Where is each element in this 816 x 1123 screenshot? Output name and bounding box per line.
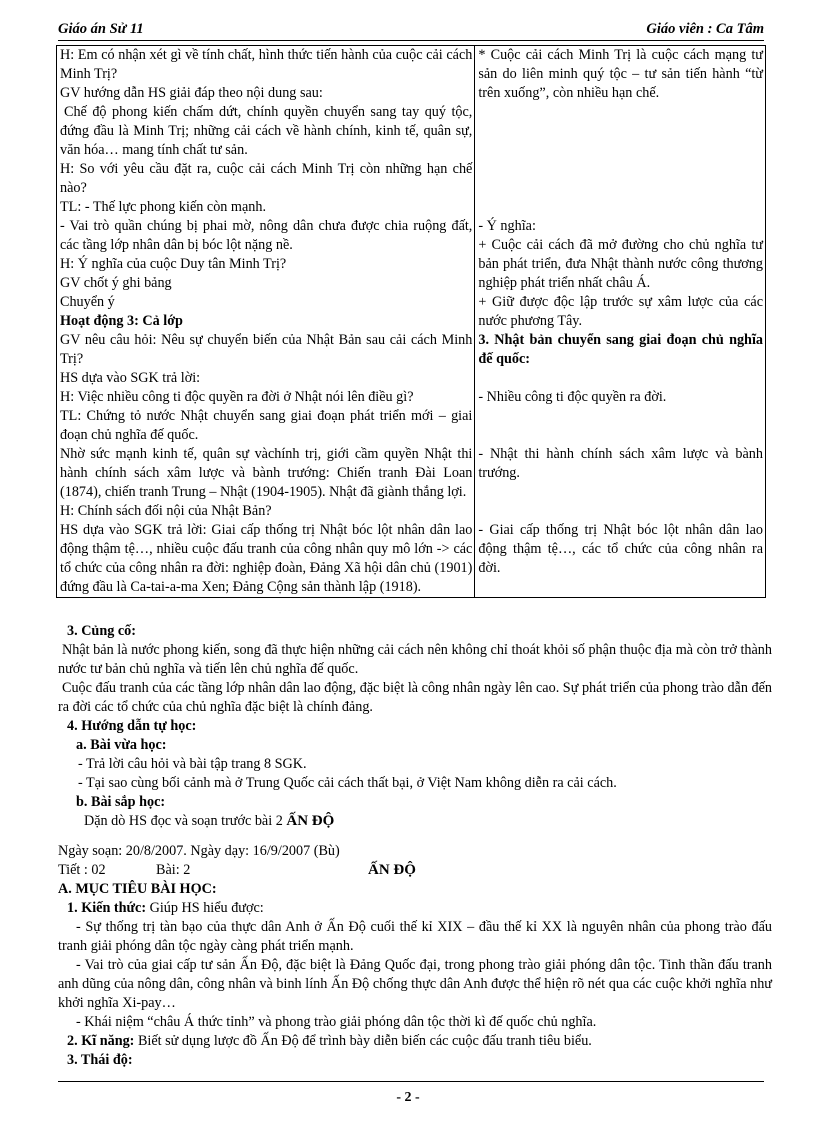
answer-monopoly: TL: Chứng tỏ nước Nhật chuyển sang giai đoạn phát triển mới – giai đoạn chủ nghĩa đế quốc. [60,408,473,443]
lesson-title: ẤN ĐỘ [368,862,416,878]
objectives-title: A. MỤC TIÊU BÀI HỌC: [58,881,217,897]
knowledge-line [58,899,772,918]
question-domestic: H: Chính sách đối nội của Nhật Bản? [60,503,272,519]
left-column [57,46,475,598]
answer-domestic: HS dựa vào SGK trả lời: Giai cấp thống trị Nhật bóc lột nhân dân lao động thậm tệ…, nhiều cuộc đấu tranh của công nhân quy mô lớn -> các tổ chức của công nhân ra đời: nghiệp đoàn, Đảng Xã hội dân chủ (1901) đứng đầu là Ca-tai-a-ma Xen; Đảng Cộng sản thành lập (1918). [60,522,473,595]
knowledge-2: - Vai trò của giai cấp tư sản Ấn Độ, đặc biệt là Đảng Quốc đại, trong phong trào giải phóng dân tộc. Tinh thần đấu tranh anh dũng của nông dân, công nhân và binh lính Ấn Độ chống thực dân Anh được thể hiện rõ nét qua các cuộc khởi nghĩa như khởi nghĩa Xi-pay… [58,957,772,1011]
lesson-dates: Ngày soạn: 20/8/2007. Ngày dạy: 16/9/2007 (Bù) [58,843,340,859]
lesson-number: Bài: 2 [156,862,191,878]
teacher-question: GV nêu câu hỏi: Nêu sự chuyển biến của Nhật Bản sau cải cách Minh Trị? [60,332,473,367]
consolidation-title: 3. Củng cố: [67,623,136,639]
right-column [475,46,766,598]
page-header [58,18,764,41]
recent-task-2: - Tại sao cùng bối cảnh mà ở Trung Quốc cải cách thất bại, ở Việt Nam không diễn ra cải cách. [78,775,617,791]
meaning-1: + Cuộc cải cách đã mở đường cho chủ nghĩa tư bản phát triển, đưa Nhật thành nước công thương nghiệp phát triển nhất châu Á. [478,237,763,291]
guide-content: Chế độ phong kiến chấm dứt, chính quyền chuyển sang tay quý tộc, đứng đầu là Minh Trị; những cải cách về hành chính, kinh tế, quân sự, văn hóa… mang tính chất tư sản. [60,104,473,158]
meaning-title: - Ý nghĩa: [478,218,536,234]
skills-line [58,1032,772,1051]
answer-limit-1: TL: - Thế lực phong kiến còn mạnh. [60,199,267,215]
consolidation-p2: Cuộc đấu tranh của các tầng lớp nhân dân lao động, đặc biệt là công nhân ngày lên cao. Sự phát triển của phong trào dẫn đến ra đời các tổ chức của chủ nghĩa đặc biệt là chính đảng. [58,680,772,715]
next-lesson-name: ẤN ĐỘ [286,813,335,829]
knowledge-3: - Khái niệm “châu Á thức tỉnh” và phong trào giải phóng dân tộc thời kì đế quốc chủ nghĩa. [76,1014,597,1030]
meaning-2: + Giữ được độc lập trước sự xâm lược của các nước phương Tây. [478,294,763,329]
teacher-guide: GV hướng dẫn HS giải đáp theo nội dung sau: [60,85,323,101]
footer-rule [58,1081,764,1082]
next-lesson-text: Dặn dò HS đọc và soạn trước bài 2 [84,813,287,829]
table-row [57,46,766,598]
teacher-conclude: GV chốt ý ghi bảng [60,275,172,291]
student-answer-intro: HS dựa vào SGK trả lời: [60,370,201,386]
expansion-text: Nhờ sức mạnh kinh tế, quân sự vàchính trị, giới cầm quyền Nhật thi hành chính sách xâm lược và bành trướng: Chiến tranh Đài Loan (1874), chiến tranh Trung – Nhật (1904-1905). Nhật đã giành thắng lợi. [60,446,473,500]
question-monopoly: H: Việc nhiều công ti độc quyền ra đời ở Nhật nói lên điều gì? [60,389,414,405]
period-number: Tiết : 02 [58,862,106,878]
skills-text: Biết sử dụng lược đồ Ấn Độ để trình bày diễn biến các cuộc đấu tranh tiêu biểu. [134,1033,592,1049]
point-2: - Nhật thi hành chính sách xâm lược và bành trướng. [478,446,763,481]
recent-lesson-title: a. Bài vừa học: [76,737,167,753]
skills-title: 2. Kĩ năng: [67,1033,135,1049]
lesson-section [58,842,772,1070]
lesson-table [56,45,766,598]
answer-limit-2: - Vai trò quần chúng bị phai mờ, nông dân chưa được chia ruộng đất, các tầng lớp nhân dân bị bóc lột nặng nề. [60,218,473,253]
knowledge-intro: Giúp HS hiểu được: [146,900,264,916]
question-limits: H: So với yêu cầu đặt ra, cuộc cải cách Minh Trị còn những hạn chế nào? [60,161,473,196]
knowledge-title: 1. Kiến thức: [67,900,147,916]
activity-3-title: Hoạt động 3: Cả lớp [60,313,183,329]
consolidation-p1: Nhật bản là nước phong kiến, song đã thực hiện những cải cách nên không chỉ thoát khỏi số phận thuộc địa mà còn trở thành nước tư bản chủ nghĩa và tiến lên chủ nghĩa đế quốc. [58,642,772,677]
question-meaning: H: Ý nghĩa của cuộc Duy tân Minh Trị? [60,256,287,272]
next-lesson-task [58,812,772,831]
knowledge-1: - Sự thống trị tàn bạo của thực dân Anh ở Ấn Độ cuối thế kỉ XIX – đầu thế kỉ XX là nguyên nhân của phong trào đấu tranh giải phóng dân tộc ngày càng phát triển mạnh. [58,919,772,954]
header-subject: Giáo án Sử 11 [58,21,144,37]
question-nature: H: Em có nhận xét gì về tính chất, hình thức tiến hành của cuộc cải cách Minh Trị? [60,47,473,82]
nature-summary: * Cuộc cải cách Minh Trị là cuộc cách mạng tư sản do liên minh quý tộc – tư sản tiến hành “từ trên xuống”, còn nhiều hạn chế. [478,47,763,101]
page-number: - 2 - [396,1090,420,1105]
recent-task-1: - Trả lời câu hỏi và bài tập trang 8 SGK. [78,756,307,772]
next-lesson-title: b. Bài sắp học: [76,794,166,810]
section-3-heading: 3. Nhật bản chuyển sang giai đoạn chủ nghĩa đế quốc: [478,332,763,367]
point-3: - Giai cấp thống trị Nhật bóc lột nhân dân lao động thậm tệ…, các tổ chức của công nhân ra đời. [478,522,763,576]
point-1: - Nhiều công ti độc quyền ra đời. [478,389,667,405]
selfstudy-title: 4. Hướng dẫn tự học: [67,718,197,734]
transition: Chuyển ý [60,294,115,310]
header-teacher: Giáo viên : Ca Tâm [646,21,764,37]
lesson-meta [58,861,772,880]
attitude-title: 3. Thái độ: [67,1052,133,1068]
consolidation-section [58,622,772,831]
